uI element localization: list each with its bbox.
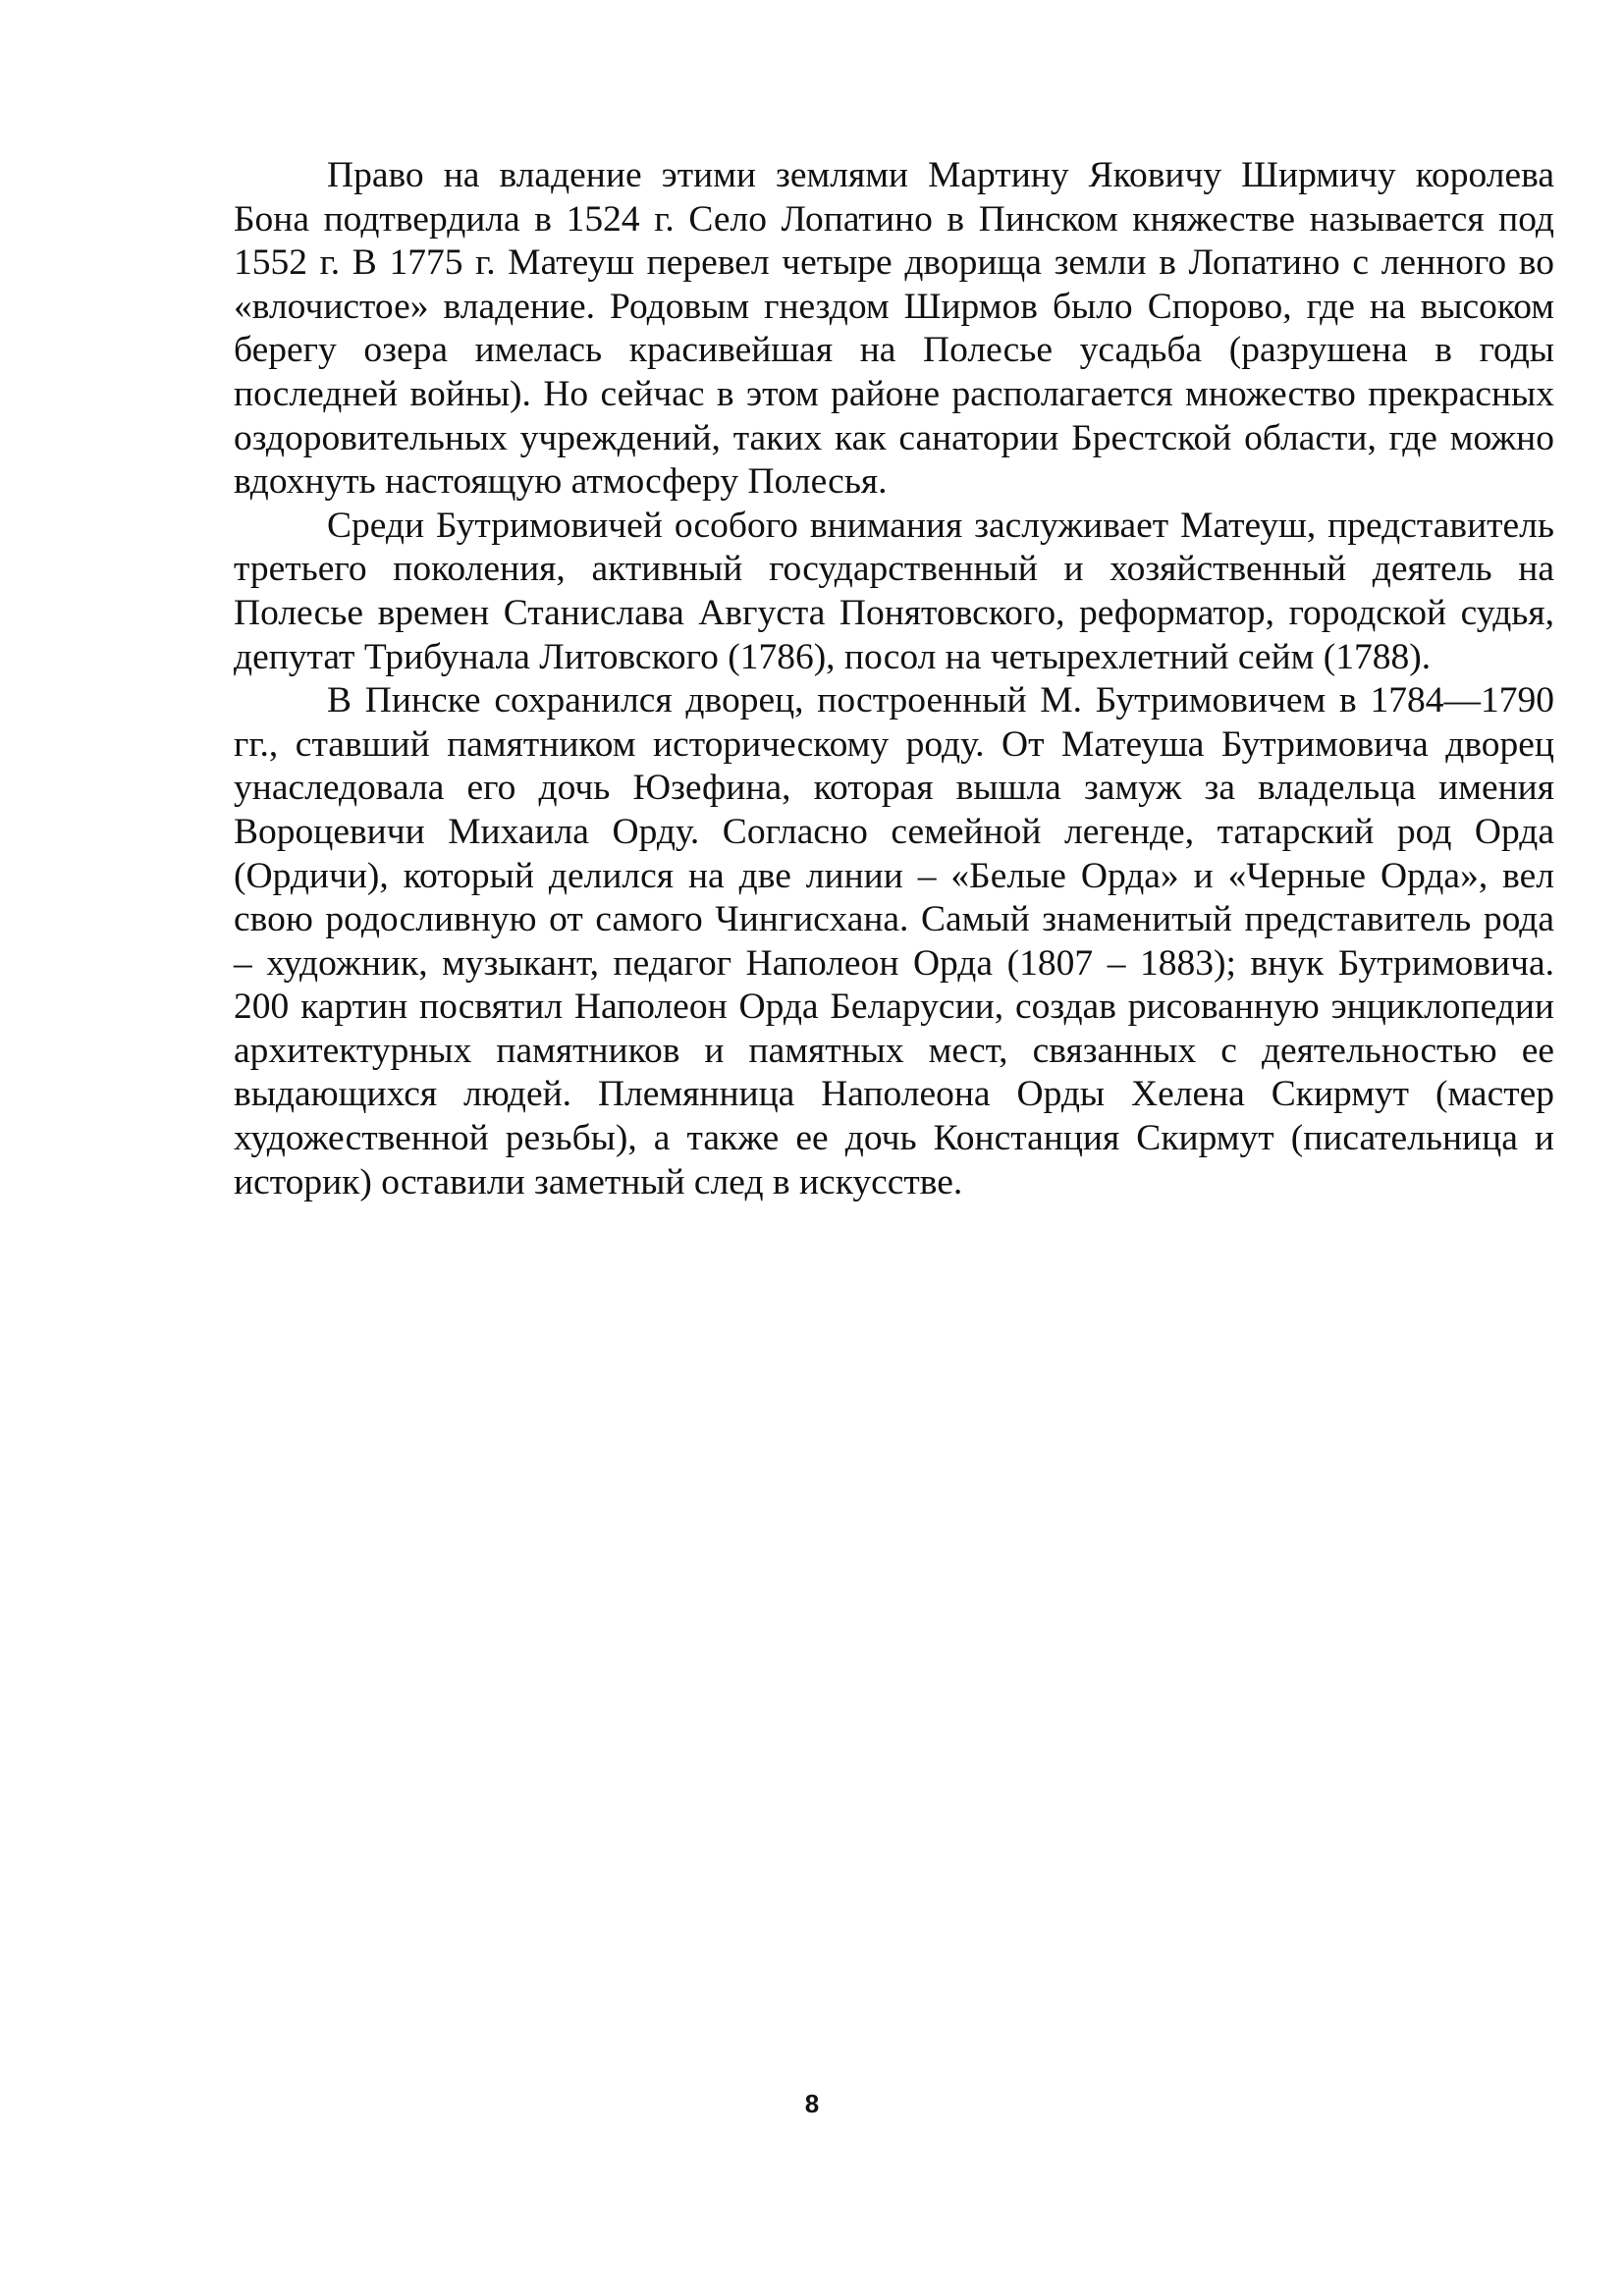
paragraph-3: В Пинске сохранился дворец, построенный М. Бутримовичем в 1784—1790 гг., ставший памятником историческому роду. От Матеуша Бутримовича дворец унаследовала его дочь Юзефина, которая вышла замуж за владельца имения Вороцевичи Михаила Орду. Согласно семейной легенде, татарский род Орда (Ордичи), который делился на две линии – «Белые Орда» и «Черные Орда», вел свою родосливную от самого Чингисхана. Самый знаменитый представитель рода – художник, музыкант, педагог Наполеон Орда (1807 – 1883); внук Бутримовича. 200 картин посвятил Наполеон Орда Беларусии, создав рисованную энциклопедии архитектурных памятников и памятных мест, связанных с деятельностью ее выдающихся людей. Племянница Наполеона Орды Хелена Скирмут (мастер художественной резьбы), а также ее дочь Констанция Скирмут (писательница и историк) оставили заметный след в искусстве. <box>234 680 1554 1202</box>
body-text <box>234 154 1554 1204</box>
paragraph-1: Право на владение этими землями Мартину Яковичу Ширмичу королева Бона подтвердила в 1524 г. Село Лопатино в Пинском княжестве называется под 1552 г. В 1775 г. Матеуш перевел четыре дворища земли в Лопатино с ленного во «влочистое» владение. Родовым гнездом Ширмов было Спорово, где на высоком берегу озера имелась красивейшая на Полесье усадьба (разрушена в годы последней войны). Но сейчас в этом районе располагается множество прекрасных оздоровительных учреждений, таких как санатории Брестской области, где можно вдохнуть настоящую атмосферу Полесья. <box>234 155 1554 503</box>
paragraph-2: Среди Бутримовичей особого внимания заслуживает Матеуш, представитель третьего поколения, активный государственный и хозяйственный деятель на Полесье времен Станислава Августа Понятовского, реформатор, городской судья, депутат Трибунала Литовского (1786), посол на четырехлетний сейм (1788). <box>234 505 1554 677</box>
page-number: 8 <box>804 2089 820 2118</box>
